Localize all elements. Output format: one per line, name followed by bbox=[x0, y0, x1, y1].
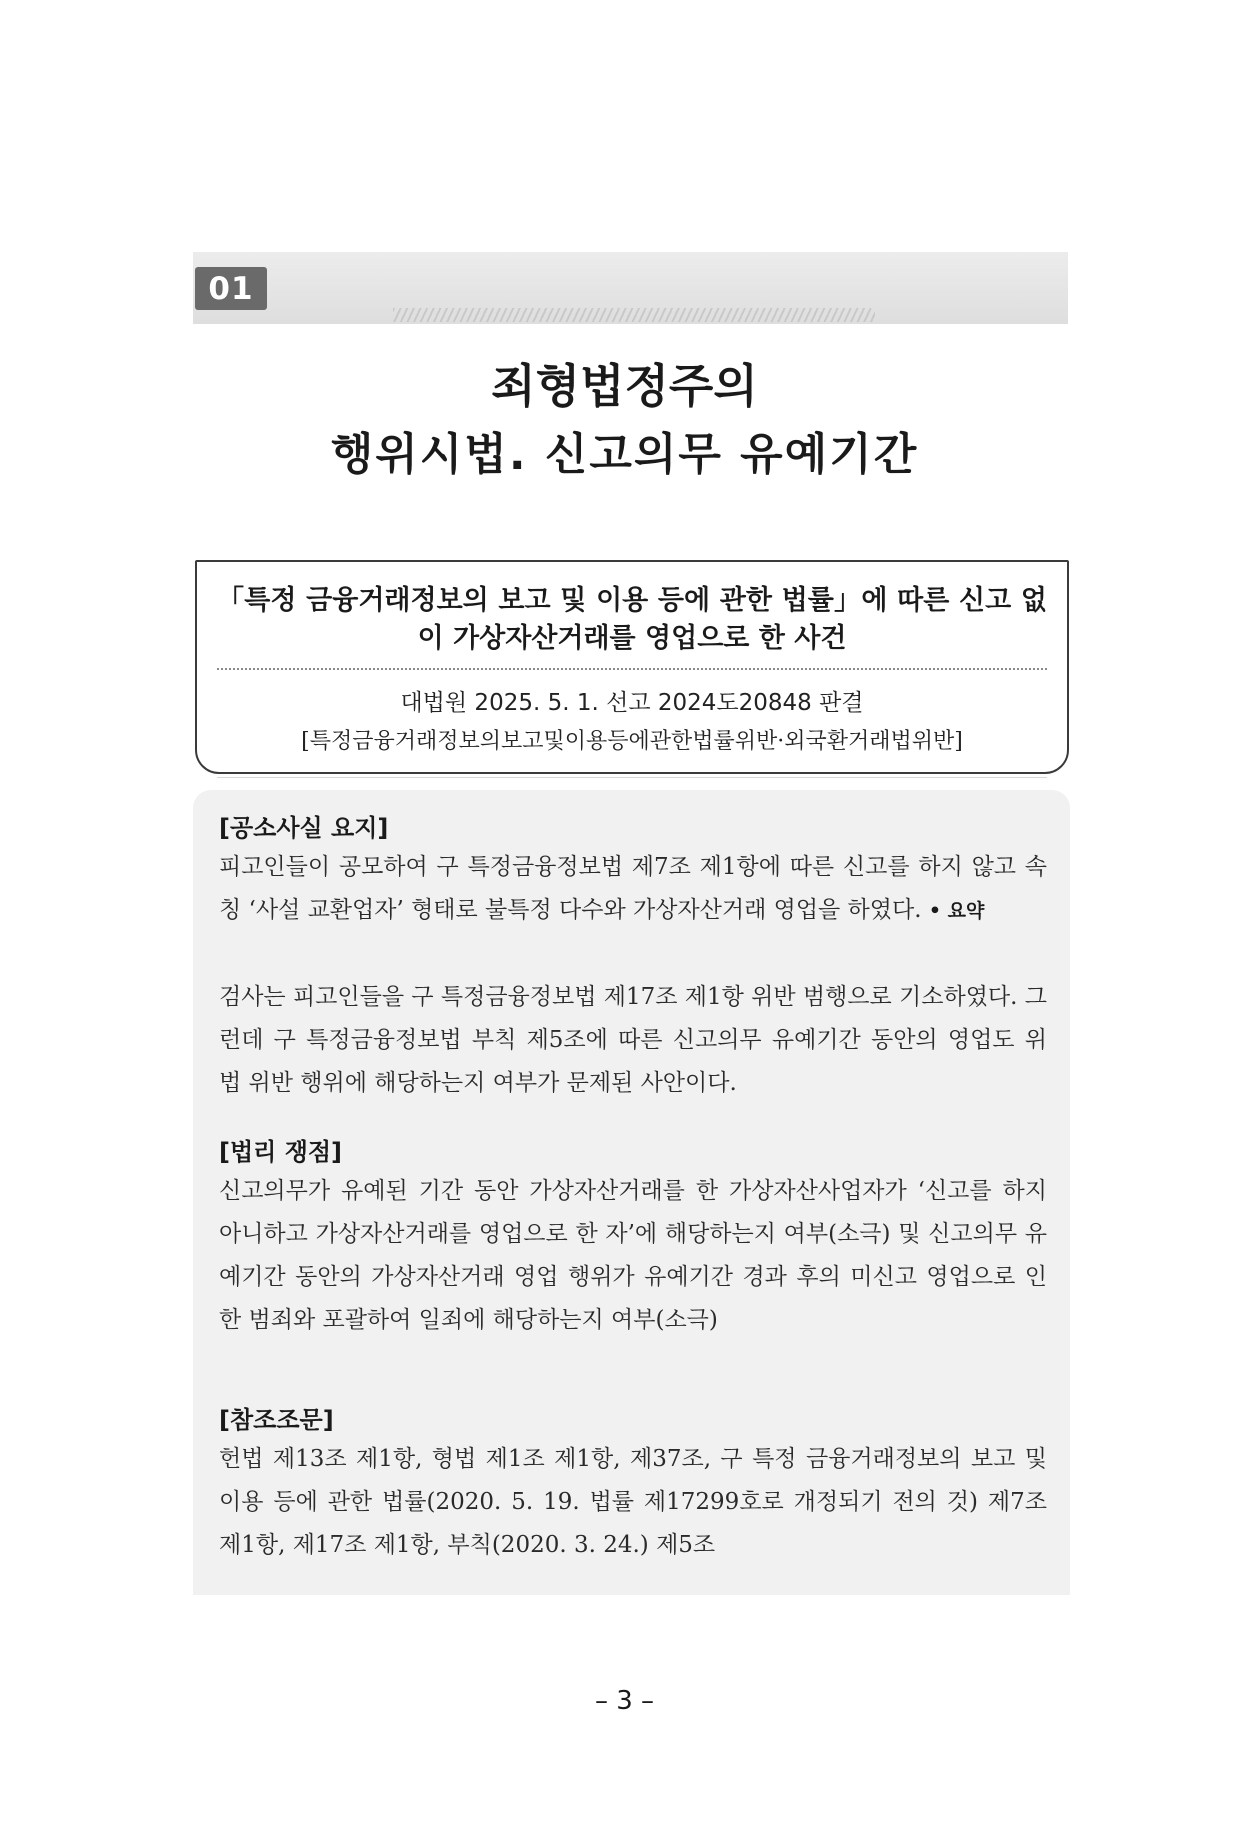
dotted-divider bbox=[217, 668, 1047, 670]
issues-heading: [법리 쟁점] bbox=[219, 1138, 343, 1166]
references-text: 헌법 제13조 제1항, 형법 제1조 제1항, 제37조, 구 특정 금융거래정보의 보고 및 이용 등에 관한 법률(2020. 5. 19. 법률 제17299호로 개정되기 전의 것) 제7조 제1항, 제17조 제1항, 부칙(2020. 3. 24.) 제5조 bbox=[219, 1446, 1047, 1558]
issues-text: 신고의무가 유예된 기간 동안 가상자산거래를 한 가상자산사업자가 ‘신고를 하지 아니하고 가상자산거래를 영업으로 한 자’에 해당하는지 여부(소극) 및 신고의무 유예기간 동안의 가상자산거래 영업 행위가 유예기간 경과 후의 미신고 영업으로 인한 범죄와 포괄하여 일죄에 해당하는지 여부(소극) bbox=[219, 1178, 1047, 1333]
case-info-box bbox=[195, 560, 1069, 774]
facts-text bbox=[219, 846, 1047, 933]
case-title: 「특정 금융거래정보의 보고 및 이용 등에 관한 법률」에 따른 신고 없이 가상자산거래를 영업으로 한 사건 bbox=[217, 585, 1047, 654]
case-court-citation: 대법원 2025. 5. 1. 선고 2024도20848 판결 bbox=[400, 690, 864, 716]
chapter-title-line1: 죄형법정주의 bbox=[491, 359, 758, 413]
decorative-hatch bbox=[393, 308, 875, 322]
references-heading: [참조조문] bbox=[219, 1406, 334, 1434]
chapter-title-line2: 행위시법. 신고의무 유예기간 bbox=[330, 429, 919, 480]
chapter-number-badge: 01 bbox=[195, 267, 267, 310]
summary-tag: • 요약 bbox=[928, 900, 985, 922]
case-charge: [특정금융거래정보의보고및이용등에관한법률위반·외국환거래법위반] bbox=[301, 729, 963, 754]
facts-text-body: 피고인들이 공모하여 구 특정금융정보법 제7조 제1항에 따른 신고를 하지 않고 속칭 ‘사설 교환업자’ 형태로 불특정 다수와 가상자산거래 영업을 하였다. bbox=[219, 854, 1047, 923]
page-number: – 3 – bbox=[594, 1686, 655, 1716]
facts-text-2: 검사는 피고인들을 구 특정금융정보법 제17조 제1항 위반 범행으로 기소하였다. 그런데 구 특정금융정보법 부칙 제5조에 따른 신고의무 유예기간 동안의 영업도 위 법 위반 행위에 해당하는지 여부가 문제된 사안이다. bbox=[219, 984, 1047, 1096]
facts-heading: [공소사실 요지] bbox=[219, 814, 389, 842]
